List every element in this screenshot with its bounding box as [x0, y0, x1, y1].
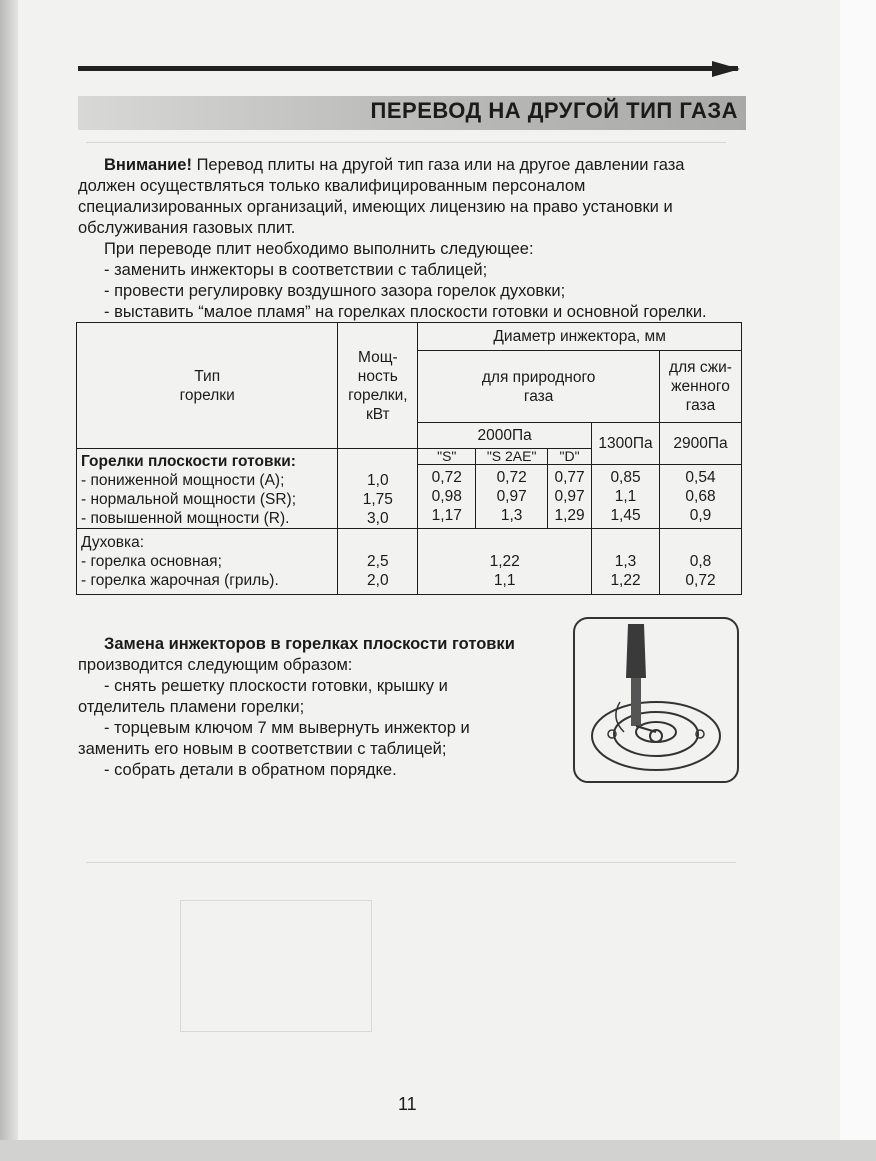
step-item: - выставить “малое пламя” на горелках плоскости готовки и основной горелки. — [104, 303, 707, 321]
group-hob — [77, 449, 338, 529]
step-item: - заменить инжекторы в соответствии с таблицей; — [104, 261, 488, 279]
col-header-s: "S" — [418, 449, 476, 465]
book-spine — [0, 0, 18, 1161]
warning-text: Перевод плиты на другой тип газа или на другое давлении газа должен осуществляться только квалифицированным персоналом специализированных организаций, имеющих лицензию на право установки и обслуживания газовых плит. — [78, 156, 685, 237]
col-header-2900pa: 2900Па — [660, 423, 742, 465]
page-bottom-edge — [0, 1140, 876, 1161]
bleed-through — [86, 142, 726, 147]
replace-item: - собрать детали в обратном порядке. — [104, 761, 397, 779]
page-edge — [840, 0, 876, 1161]
group-title: Горелки плоскости готовки: — [81, 453, 296, 470]
cell-s: 0,72 0,98 1,17 — [418, 465, 476, 529]
cell-d: 0,77 0,97 1,29 — [548, 465, 592, 529]
cell-s2ae: 1,22 1,1 — [418, 529, 592, 595]
page-number: 11 — [398, 1094, 417, 1114]
col-header-power: Мощ- ность горелки, кВт — [338, 323, 418, 449]
replace-text: производится следующим образом: — [78, 656, 353, 674]
cell-s2ae: 0,72 0,97 1,3 — [476, 465, 548, 529]
page-title: ПЕРЕВОД НА ДРУГОЙ ТИП ГАЗА — [370, 98, 738, 123]
bleed-through — [86, 862, 736, 867]
cell-power: 2,5 2,0 — [338, 529, 418, 595]
bleed-through-figure — [180, 900, 372, 1032]
step-item: - провести регулировку воздушного зазора горелок духовки; — [104, 282, 566, 300]
row-label: - пониженной мощности (А); — [81, 472, 285, 489]
group-oven — [77, 529, 338, 595]
row-label: - горелка основная; — [81, 553, 222, 570]
injector-table — [76, 322, 742, 595]
warning-lead: Внимание! — [104, 156, 192, 174]
replace-lead: Замена инжекторов в горелках плоскости готовки — [104, 635, 515, 653]
col-header-natural: для природного газа — [418, 351, 660, 423]
replace-block — [78, 634, 518, 781]
cell-power: 1,0 1,75 3,0 — [338, 449, 418, 529]
col-header-1300pa: 1300Па — [592, 423, 660, 465]
col-header-d: "D" — [548, 449, 592, 465]
steps-block — [78, 239, 746, 323]
col-header-type: Тип горелки — [77, 323, 338, 449]
group-title: Духовка: — [81, 534, 145, 551]
col-header-s2ae: "S 2AE" — [476, 449, 548, 465]
steps-intro: При переводе плит необходимо выполнить следующее: — [104, 240, 534, 258]
replace-item: - торцевым ключом 7 мм вывернуть инжектор и заменить его новым в соответствии с таблицей; — [78, 719, 470, 758]
title-bar — [78, 96, 746, 130]
col-header-lpg: для сжи- женного газа — [660, 351, 742, 423]
screwdriver-shaft-icon — [631, 678, 641, 726]
col-header-diameter: Диаметр инжектора, мм — [418, 323, 742, 351]
cell-1300: 1,3 1,22 — [592, 529, 660, 595]
cell-2900: 0,8 0,72 — [660, 529, 742, 595]
replace-item: - снять решетку плоскости готовки, крышку и отделитель пламени горелки; — [78, 677, 448, 716]
screwdriver-handle-icon — [626, 624, 646, 678]
cell-2900: 0,54 0,68 0,9 — [660, 465, 742, 529]
header-arrow-icon — [712, 61, 740, 77]
row-label: - повышенной мощности (R). — [81, 510, 290, 527]
warning-paragraph — [78, 155, 746, 239]
row-label: - горелка жарочная (гриль). — [81, 572, 279, 589]
injector-replacement-illustration — [572, 616, 740, 784]
header-rule — [78, 66, 738, 71]
cell-1300: 0,85 1,1 1,45 — [592, 465, 660, 529]
col-header-2000pa: 2000Па — [418, 423, 592, 449]
row-label: - нормальной мощности (SR); — [81, 491, 296, 508]
